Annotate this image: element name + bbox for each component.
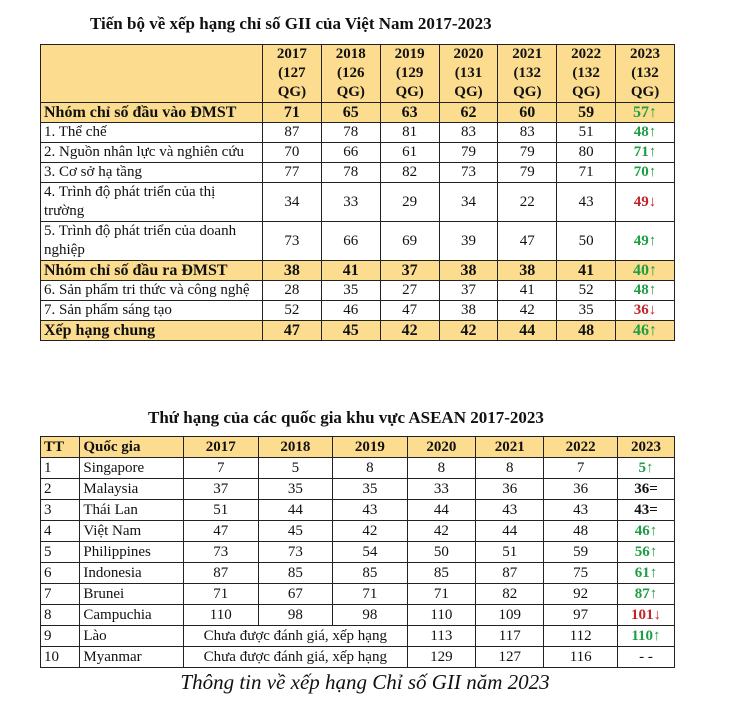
year-label: 2018 (335, 46, 366, 62)
trend-value: - - (639, 648, 653, 665)
indicator-label: 2. Nguồn nhân lực và nghiên cứu (41, 143, 263, 163)
rank-cell: 85 (333, 563, 408, 584)
rank-cell: 7 (183, 458, 258, 479)
rank-2023-cell (616, 261, 675, 281)
trend-value: 56↑ (634, 543, 658, 560)
rank-2023-cell (616, 143, 675, 163)
group-row (41, 321, 675, 341)
country-row (41, 563, 675, 584)
rank-cell: 87 (476, 563, 544, 584)
year-header (498, 45, 557, 103)
row-number: 2 (41, 479, 80, 500)
rank-cell: 38 (498, 261, 557, 281)
rank-cell: 87 (183, 563, 258, 584)
rank-cell: 79 (498, 143, 557, 163)
trend-value: 49↑ (633, 232, 657, 249)
rank-cell: 81 (380, 123, 439, 143)
rank-cell: 8 (476, 458, 544, 479)
indicator-label: 5. Trình độ phát triển của doanh nghiệp (41, 222, 263, 261)
rank-cell: 52 (263, 301, 322, 321)
trend-value: 110↑ (631, 627, 661, 644)
row-number: 4 (41, 521, 80, 542)
rank-cell: 47 (498, 222, 557, 261)
rank-cell: 34 (263, 183, 322, 222)
rank-cell: 110 (407, 605, 475, 626)
year-header (439, 45, 498, 103)
country-row (41, 584, 675, 605)
rank-cell: 82 (380, 163, 439, 183)
rank-cell: 45 (258, 521, 333, 542)
rank-2023-cell (617, 584, 674, 605)
year-header (263, 45, 322, 103)
rank-cell: 78 (321, 163, 380, 183)
rank-cell: 70 (263, 143, 322, 163)
rank-cell: 38 (439, 261, 498, 281)
table1-header-blank (41, 45, 263, 103)
year-label: 2019 (394, 46, 425, 62)
indicator-label: Nhóm chỉ số đầu vào ĐMST (41, 103, 263, 123)
rank-cell: 50 (557, 222, 616, 261)
rank-cell: 27 (380, 281, 439, 301)
rank-cell: 35 (258, 479, 333, 500)
rank-cell: 62 (439, 103, 498, 123)
rank-cell: 51 (557, 123, 616, 143)
trend-value: 5↑ (638, 459, 654, 476)
country-row (41, 500, 675, 521)
trend-value: 48↑ (633, 282, 657, 298)
country-name: Việt Nam (80, 521, 184, 542)
rank-cell: 29 (380, 183, 439, 222)
indicator-row (41, 143, 675, 163)
group-row (41, 103, 675, 123)
column-header: 2018 (258, 437, 333, 458)
trend-value: 46↑ (633, 321, 658, 339)
rank-2023-cell (617, 500, 674, 521)
rank-2023-cell (617, 626, 674, 647)
rank-cell: 92 (544, 584, 618, 605)
row-number: 6 (41, 563, 80, 584)
rank-cell: 42 (498, 301, 557, 321)
rank-cell: 71 (183, 584, 258, 605)
trend-value: 87↑ (634, 585, 658, 602)
rank-cell: 47 (380, 301, 439, 321)
rank-cell: 8 (333, 458, 408, 479)
year-header (616, 45, 675, 103)
indicator-label: Nhóm chỉ số đầu ra ĐMST (41, 261, 263, 281)
rank-2023-cell (616, 103, 675, 123)
rank-cell: 116 (544, 647, 618, 668)
year-label: 2017 (276, 46, 307, 62)
column-header: 2019 (333, 437, 408, 458)
rank-2023-cell (617, 521, 674, 542)
rank-cell: 48 (557, 321, 616, 341)
rank-cell: 127 (476, 647, 544, 668)
figure-caption: Thông tin về xếp hạng Chỉ số GII năm 2023 (180, 670, 550, 694)
indicator-row (41, 183, 675, 222)
rank-cell: 85 (258, 563, 333, 584)
country-name: Brunei (80, 584, 184, 605)
rank-cell: 33 (407, 479, 475, 500)
rank-cell: 35 (333, 479, 408, 500)
rank-cell: 83 (439, 123, 498, 143)
year-header (557, 45, 616, 103)
rank-cell: 97 (544, 605, 618, 626)
indicator-row (41, 281, 675, 301)
rank-cell: 112 (544, 626, 618, 647)
column-header: 2022 (544, 437, 618, 458)
rank-cell: 51 (183, 500, 258, 521)
row-number: 7 (41, 584, 80, 605)
column-header: 2017 (183, 437, 258, 458)
year-country-count: (132 QG) (571, 65, 601, 100)
rank-cell: 79 (498, 163, 557, 183)
rank-2023-cell (616, 321, 675, 341)
rank-cell: 117 (476, 626, 544, 647)
rank-cell: 67 (258, 584, 333, 605)
rank-2023-cell (616, 163, 675, 183)
rank-2023-cell (616, 281, 675, 301)
country-row (41, 479, 675, 500)
trend-value: 61↑ (634, 564, 658, 581)
year-label: 2023 (630, 46, 661, 62)
rank-2023-cell (616, 222, 675, 261)
table1-header-row (41, 45, 675, 103)
country-row (41, 458, 675, 479)
country-name: Singapore (80, 458, 184, 479)
rank-cell: 77 (263, 163, 322, 183)
rank-cell: 48 (544, 521, 618, 542)
rank-cell: 43 (333, 500, 408, 521)
indicator-label: 6. Sản phẩm tri thức và công nghệ (41, 281, 263, 301)
rank-cell: 43 (557, 183, 616, 222)
column-header: 2020 (407, 437, 475, 458)
rank-cell: 63 (380, 103, 439, 123)
rank-2023-cell (617, 605, 674, 626)
trend-value: 46↑ (634, 522, 658, 539)
rank-cell: 109 (476, 605, 544, 626)
rank-cell: 60 (498, 103, 557, 123)
indicator-row (41, 301, 675, 321)
country-row (41, 521, 675, 542)
rank-cell: 85 (407, 563, 475, 584)
rank-cell: 80 (557, 143, 616, 163)
year-label: 2021 (512, 46, 543, 62)
group-row (41, 261, 675, 281)
rank-cell: 51 (476, 542, 544, 563)
rank-cell: 42 (407, 521, 475, 542)
rank-cell: 73 (258, 542, 333, 563)
trend-value: 101↓ (630, 606, 661, 623)
trend-value: 70↑ (633, 164, 657, 180)
rank-cell: 42 (380, 321, 439, 341)
rank-2023-cell (617, 647, 674, 668)
rank-cell: 66 (321, 143, 380, 163)
asean-gii-table (40, 436, 675, 668)
country-name: Philippines (80, 542, 184, 563)
year-header (321, 45, 380, 103)
column-header: 2023 (617, 437, 674, 458)
rank-cell: 69 (380, 222, 439, 261)
country-name: Indonesia (80, 563, 184, 584)
rank-cell: 44 (476, 521, 544, 542)
rank-cell: 41 (498, 281, 557, 301)
row-number: 5 (41, 542, 80, 563)
indicator-label: 7. Sản phẩm sáng tạo (41, 301, 263, 321)
rank-cell: 50 (407, 542, 475, 563)
rank-cell: 110 (183, 605, 258, 626)
rank-cell: 39 (439, 222, 498, 261)
row-number: 8 (41, 605, 80, 626)
rank-cell: 113 (407, 626, 475, 647)
not-ranked-note: Chưa được đánh giá, xếp hạng (183, 626, 407, 647)
rank-cell: 35 (557, 301, 616, 321)
rank-cell: 44 (498, 321, 557, 341)
rank-cell: 44 (258, 500, 333, 521)
rank-cell: 37 (380, 261, 439, 281)
not-ranked-note: Chưa được đánh giá, xếp hạng (183, 647, 407, 668)
rank-cell: 66 (321, 222, 380, 261)
trend-value: 36↓ (633, 302, 657, 318)
trend-value: 36= (634, 480, 658, 497)
rank-cell: 7 (544, 458, 618, 479)
country-name: Thái Lan (80, 500, 184, 521)
rank-cell: 37 (183, 479, 258, 500)
rank-cell: 38 (263, 261, 322, 281)
rank-cell: 33 (321, 183, 380, 222)
row-number: 9 (41, 626, 80, 647)
indicator-row (41, 163, 675, 183)
rank-cell: 98 (333, 605, 408, 626)
year-country-count: (126 QG) (336, 65, 365, 100)
rank-2023-cell (616, 183, 675, 222)
rank-cell: 34 (439, 183, 498, 222)
rank-2023-cell (617, 458, 674, 479)
rank-cell: 129 (407, 647, 475, 668)
country-row (41, 647, 675, 668)
country-name: Malaysia (80, 479, 184, 500)
rank-cell: 46 (321, 301, 380, 321)
row-number: 1 (41, 458, 80, 479)
rank-cell: 73 (263, 222, 322, 261)
year-country-count: (129 QG) (395, 65, 424, 100)
rank-cell: 59 (544, 542, 618, 563)
year-country-count: (127 QG) (277, 65, 307, 100)
country-name: Lào (80, 626, 184, 647)
rank-cell: 78 (321, 123, 380, 143)
rank-cell: 35 (321, 281, 380, 301)
rank-cell: 5 (258, 458, 333, 479)
year-label: 2022 (571, 46, 602, 62)
rank-cell: 38 (439, 301, 498, 321)
rank-cell: 22 (498, 183, 557, 222)
indicator-label: Xếp hạng chung (41, 321, 263, 341)
rank-cell: 61 (380, 143, 439, 163)
rank-2023-cell (617, 542, 674, 563)
rank-2023-cell (616, 301, 675, 321)
rank-cell: 83 (498, 123, 557, 143)
rank-cell: 59 (557, 103, 616, 123)
rank-cell: 79 (439, 143, 498, 163)
column-header: 2021 (476, 437, 544, 458)
rank-cell: 28 (263, 281, 322, 301)
indicator-label: 1. Thể chế (41, 123, 263, 143)
column-header: Quốc gia (80, 437, 184, 458)
year-country-count: (131 QG) (454, 65, 483, 100)
country-row (41, 605, 675, 626)
indicator-row (41, 222, 675, 261)
rank-cell: 54 (333, 542, 408, 563)
trend-value: 71↑ (633, 144, 657, 160)
row-number: 3 (41, 500, 80, 521)
rank-cell: 71 (333, 584, 408, 605)
rank-cell: 36 (476, 479, 544, 500)
trend-value: 57↑ (633, 103, 658, 121)
rank-cell: 43 (476, 500, 544, 521)
rank-cell: 65 (321, 103, 380, 123)
indicator-label: 4. Trình độ phát triển của thị trường (41, 183, 263, 222)
indicator-label: 3. Cơ sở hạ tầng (41, 163, 263, 183)
rank-cell: 71 (407, 584, 475, 605)
rank-cell: 98 (258, 605, 333, 626)
table2-header-row (41, 437, 675, 458)
rank-cell: 52 (557, 281, 616, 301)
rank-2023-cell (616, 123, 675, 143)
rank-cell: 82 (476, 584, 544, 605)
indicator-row (41, 123, 675, 143)
trend-value: 49↓ (633, 193, 657, 210)
table2-title: Thứ hạng của các quốc gia khu vực ASEAN 2017-2023 (148, 408, 544, 427)
year-country-count: (132 QG) (513, 65, 542, 100)
rank-cell: 8 (407, 458, 475, 479)
country-row (41, 542, 675, 563)
rank-cell: 73 (183, 542, 258, 563)
rank-cell: 43 (544, 500, 618, 521)
rank-2023-cell (617, 563, 674, 584)
rank-cell: 42 (333, 521, 408, 542)
rank-cell: 41 (321, 261, 380, 281)
rank-cell: 41 (557, 261, 616, 281)
trend-value: 40↑ (633, 261, 658, 279)
rank-cell: 45 (321, 321, 380, 341)
rank-cell: 75 (544, 563, 618, 584)
table1-title: Tiến bộ về xếp hạng chỉ số GII của Việt Nam 2017-2023 (90, 14, 492, 33)
country-name: Campuchia (80, 605, 184, 626)
rank-cell: 36 (544, 479, 618, 500)
year-header (380, 45, 439, 103)
column-header: TT (41, 437, 80, 458)
vietnam-gii-table (40, 44, 675, 341)
row-number: 10 (41, 647, 80, 668)
trend-value: 43= (634, 501, 658, 518)
rank-cell: 42 (439, 321, 498, 341)
rank-cell: 73 (439, 163, 498, 183)
rank-cell: 47 (263, 321, 322, 341)
rank-cell: 71 (557, 163, 616, 183)
rank-cell: 37 (439, 281, 498, 301)
country-row (41, 626, 675, 647)
rank-cell: 44 (407, 500, 475, 521)
year-country-count: (132 QG) (630, 65, 660, 100)
rank-cell: 47 (183, 521, 258, 542)
trend-value: 48↑ (633, 124, 657, 140)
year-label: 2020 (453, 46, 484, 62)
rank-cell: 71 (263, 103, 322, 123)
rank-2023-cell (617, 479, 674, 500)
country-name: Myanmar (80, 647, 184, 668)
rank-cell: 87 (263, 123, 322, 143)
